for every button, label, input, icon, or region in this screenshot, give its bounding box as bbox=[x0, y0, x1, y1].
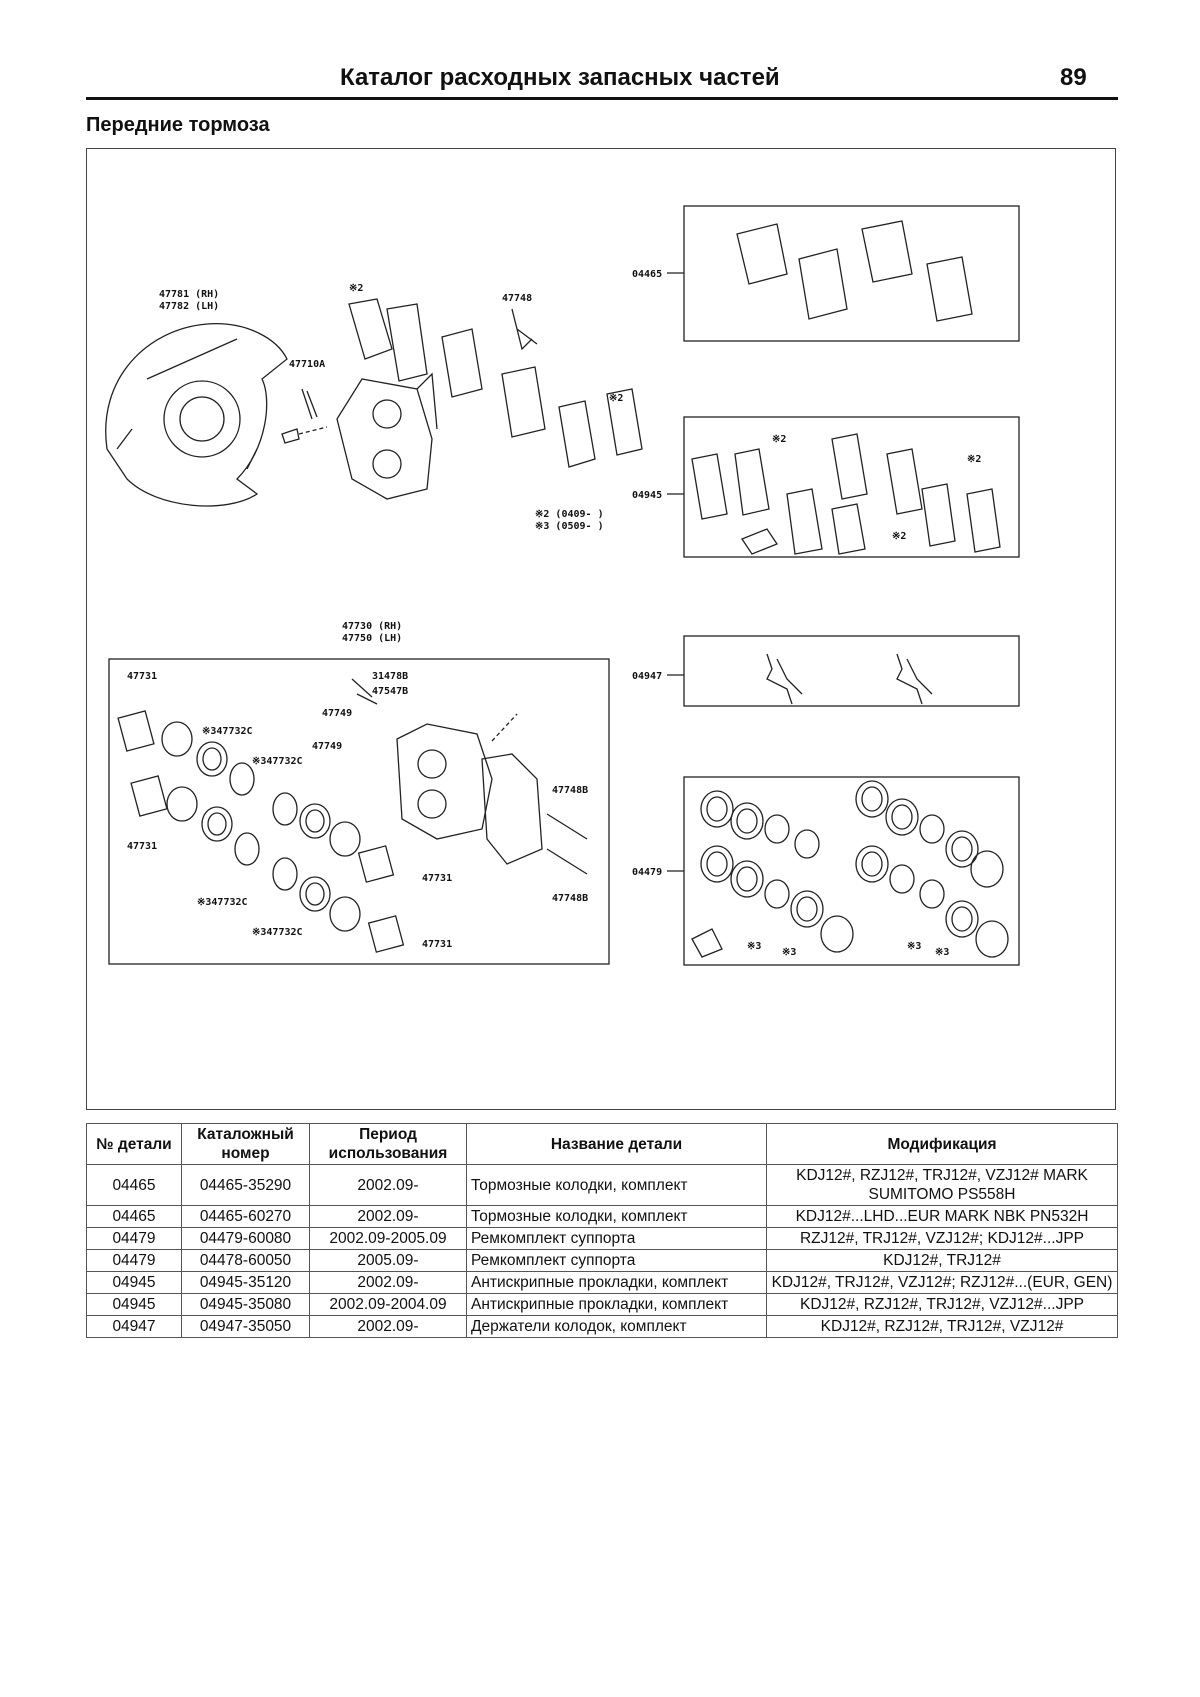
label-piston-b: 47731 bbox=[127, 841, 158, 852]
label-seal-c: ※347732C bbox=[197, 897, 248, 908]
cell-part-no: 04465 bbox=[87, 1206, 182, 1228]
table-row bbox=[87, 1272, 1118, 1294]
cell-part-no: 04947 bbox=[87, 1316, 182, 1338]
col-part-name: Название детали bbox=[467, 1124, 767, 1165]
cell-part-no: 04945 bbox=[87, 1272, 182, 1294]
cell-part-name: Ремкомплект суппорта bbox=[467, 1250, 767, 1272]
shims-box-04945 bbox=[684, 417, 1019, 557]
parts-diagram bbox=[86, 148, 1116, 1110]
kit-note-c: ※2 bbox=[892, 531, 907, 542]
cell-catalog-no: 04465-60270 bbox=[182, 1206, 310, 1228]
cell-part-name: Держатели колодок, комплект bbox=[467, 1316, 767, 1338]
label-47749-b: 47749 bbox=[312, 741, 343, 752]
bolt bbox=[282, 389, 327, 443]
parts-table bbox=[86, 1123, 1118, 1338]
label-bleeder-a: 31478B bbox=[372, 671, 409, 682]
cell-part-no: 04479 bbox=[87, 1228, 182, 1250]
label-shield-lh: 47782 (LH) bbox=[159, 301, 220, 312]
header-rule bbox=[86, 97, 1118, 100]
label-box-04465: 04465 bbox=[632, 269, 663, 280]
cell-catalog-no: 04945-35120 bbox=[182, 1272, 310, 1294]
cell-part-name: Тормозные колодки, комплект bbox=[467, 1206, 767, 1228]
shims-kit-04945 bbox=[692, 434, 1000, 554]
label-seal-d: ※347732C bbox=[252, 927, 303, 938]
cell-modification: KDJ12#, TRJ12#, VZJ12#; RZJ12#...(EUR, GEN) bbox=[767, 1272, 1118, 1294]
seal-kit-box-04479 bbox=[684, 777, 1019, 965]
label-note-top: ※2 bbox=[349, 283, 364, 294]
kit-note-d: ※3 bbox=[747, 941, 762, 952]
cell-part-no: 04465 bbox=[87, 1165, 182, 1206]
label-piston-a: 47731 bbox=[127, 671, 158, 682]
legend-note-2: ※2 (0409- ) bbox=[535, 509, 604, 520]
cell-period: 2002.09-2004.09 bbox=[310, 1294, 467, 1316]
cell-modification: KDJ12#...LHD...EUR MARK NBK PN532H bbox=[767, 1206, 1118, 1228]
cell-catalog-no: 04478-60050 bbox=[182, 1250, 310, 1272]
cell-modification: KDJ12#, RZJ12#, TRJ12#, VZJ12# MARK SUMITOMO PS558H bbox=[767, 1165, 1118, 1206]
table-row bbox=[87, 1250, 1118, 1272]
dust-shield bbox=[106, 324, 287, 506]
label-caliper-lh: 47750 (LH) bbox=[342, 633, 403, 644]
cell-catalog-no: 04945-35080 bbox=[182, 1294, 310, 1316]
cell-period: 2002.09- bbox=[310, 1316, 467, 1338]
brake-pads-upper bbox=[349, 299, 642, 467]
cell-modification: RZJ12#, TRJ12#, VZJ12#; KDJ12#...JPP bbox=[767, 1228, 1118, 1250]
exploded-view-drawing bbox=[87, 149, 1115, 1109]
kit-note-g: ※3 bbox=[935, 947, 950, 958]
kit-note-f: ※3 bbox=[907, 941, 922, 952]
page-header-title: Каталог расходных запасных частей bbox=[340, 64, 780, 91]
label-seal-b: ※347732C bbox=[252, 756, 303, 767]
col-modification: Модификация bbox=[767, 1124, 1118, 1165]
table-row bbox=[87, 1228, 1118, 1250]
cell-period: 2002.09- bbox=[310, 1206, 467, 1228]
col-part-no: № детали bbox=[87, 1124, 182, 1165]
cell-modification: KDJ12#, RZJ12#, TRJ12#, VZJ12#...JPP bbox=[767, 1294, 1118, 1316]
label-pin-b: 47748B bbox=[552, 893, 589, 904]
cell-part-name: Антискрипные прокладки, комплект bbox=[467, 1272, 767, 1294]
label-box-04947: 04947 bbox=[632, 671, 663, 682]
label-box-04945: 04945 bbox=[632, 490, 663, 501]
page-number: 89 bbox=[1060, 64, 1087, 91]
cell-period: 2005.09- bbox=[310, 1250, 467, 1272]
legend-note-3: ※3 (0509- ) bbox=[535, 521, 604, 532]
seal-kit-04479 bbox=[692, 781, 1008, 957]
table-row bbox=[87, 1294, 1118, 1316]
cell-modification: KDJ12#, RZJ12#, TRJ12#, VZJ12# bbox=[767, 1316, 1118, 1338]
cell-period: 2002.09- bbox=[310, 1272, 467, 1294]
label-piston-d: 47731 bbox=[422, 939, 453, 950]
cell-part-name: Ремкомплект суппорта bbox=[467, 1228, 767, 1250]
label-piston-c: 47731 bbox=[422, 873, 453, 884]
kit-note-a: ※2 bbox=[772, 434, 787, 445]
cell-catalog-no: 04479-60080 bbox=[182, 1228, 310, 1250]
cell-part-name: Антискрипные прокладки, комплект bbox=[467, 1294, 767, 1316]
table-row bbox=[87, 1206, 1118, 1228]
cell-modification: KDJ12#, TRJ12# bbox=[767, 1250, 1118, 1272]
kit-note-b: ※2 bbox=[967, 454, 982, 465]
label-box-04479: 04479 bbox=[632, 867, 663, 878]
pads-box-04465 bbox=[684, 206, 1019, 341]
label-bleeder-b: 47547B bbox=[372, 686, 409, 697]
table-row bbox=[87, 1316, 1118, 1338]
label-pin-a: 47748B bbox=[552, 785, 589, 796]
cell-period: 2002.09- bbox=[310, 1165, 467, 1206]
caliper-assembly bbox=[118, 679, 587, 952]
col-period: Период использования bbox=[310, 1124, 467, 1165]
label-seal-a: ※347732C bbox=[202, 726, 253, 737]
table-row bbox=[87, 1165, 1118, 1206]
label-bolt: 47710A bbox=[289, 359, 326, 370]
cell-period: 2002.09-2005.09 bbox=[310, 1228, 467, 1250]
label-caliper-rh: 47730 (RH) bbox=[342, 621, 403, 632]
label-clip: 47748 bbox=[502, 293, 533, 304]
label-note-mid: ※2 bbox=[609, 393, 624, 404]
holders-box-04947 bbox=[684, 636, 1019, 706]
cell-catalog-no: 04465-35290 bbox=[182, 1165, 310, 1206]
cell-catalog-no: 04947-35050 bbox=[182, 1316, 310, 1338]
cell-part-no: 04479 bbox=[87, 1250, 182, 1272]
caliper-upper bbox=[337, 374, 437, 499]
col-catalog-no: Каталожный номер bbox=[182, 1124, 310, 1165]
table-header-row bbox=[87, 1124, 1118, 1165]
kit-note-e: ※3 bbox=[782, 947, 797, 958]
holders-kit-04947 bbox=[767, 654, 932, 704]
section-title: Передние тормоза bbox=[86, 114, 270, 136]
label-47749-a: 47749 bbox=[322, 708, 353, 719]
pads-kit-04465 bbox=[737, 221, 972, 321]
cell-part-no: 04945 bbox=[87, 1294, 182, 1316]
label-shield-rh: 47781 (RH) bbox=[159, 289, 220, 300]
cell-part-name: Тормозные колодки, комплект bbox=[467, 1165, 767, 1206]
